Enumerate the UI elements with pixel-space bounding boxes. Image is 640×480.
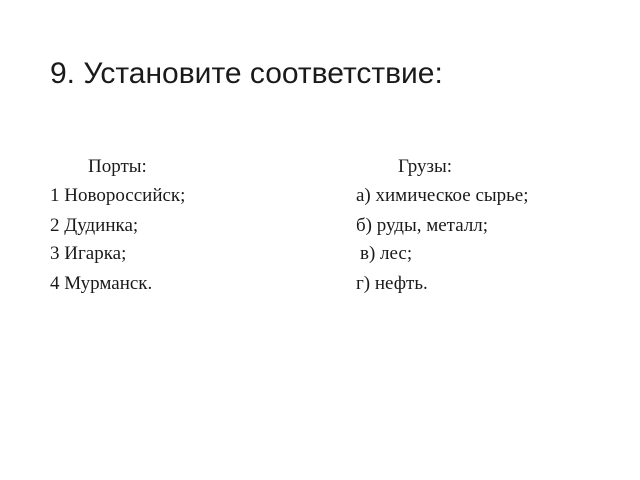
port-item: 3 Игарка;	[50, 243, 127, 264]
cargo-item: г) нефть.	[356, 273, 428, 294]
cargo-header: Грузы:	[398, 156, 453, 177]
question-title: 9. Установите соответствие:	[50, 57, 443, 90]
cargo-item: б) руды, металл;	[356, 215, 489, 236]
cargo-item: а) химическое сырье;	[356, 185, 529, 206]
ports-header: Порты:	[88, 156, 147, 177]
port-item: 4 Мурманск.	[50, 273, 153, 294]
port-item: 2 Дудинка;	[50, 215, 139, 236]
port-item: 1 Новороссийск;	[50, 185, 186, 206]
cargo-item: в) лес;	[360, 243, 413, 264]
